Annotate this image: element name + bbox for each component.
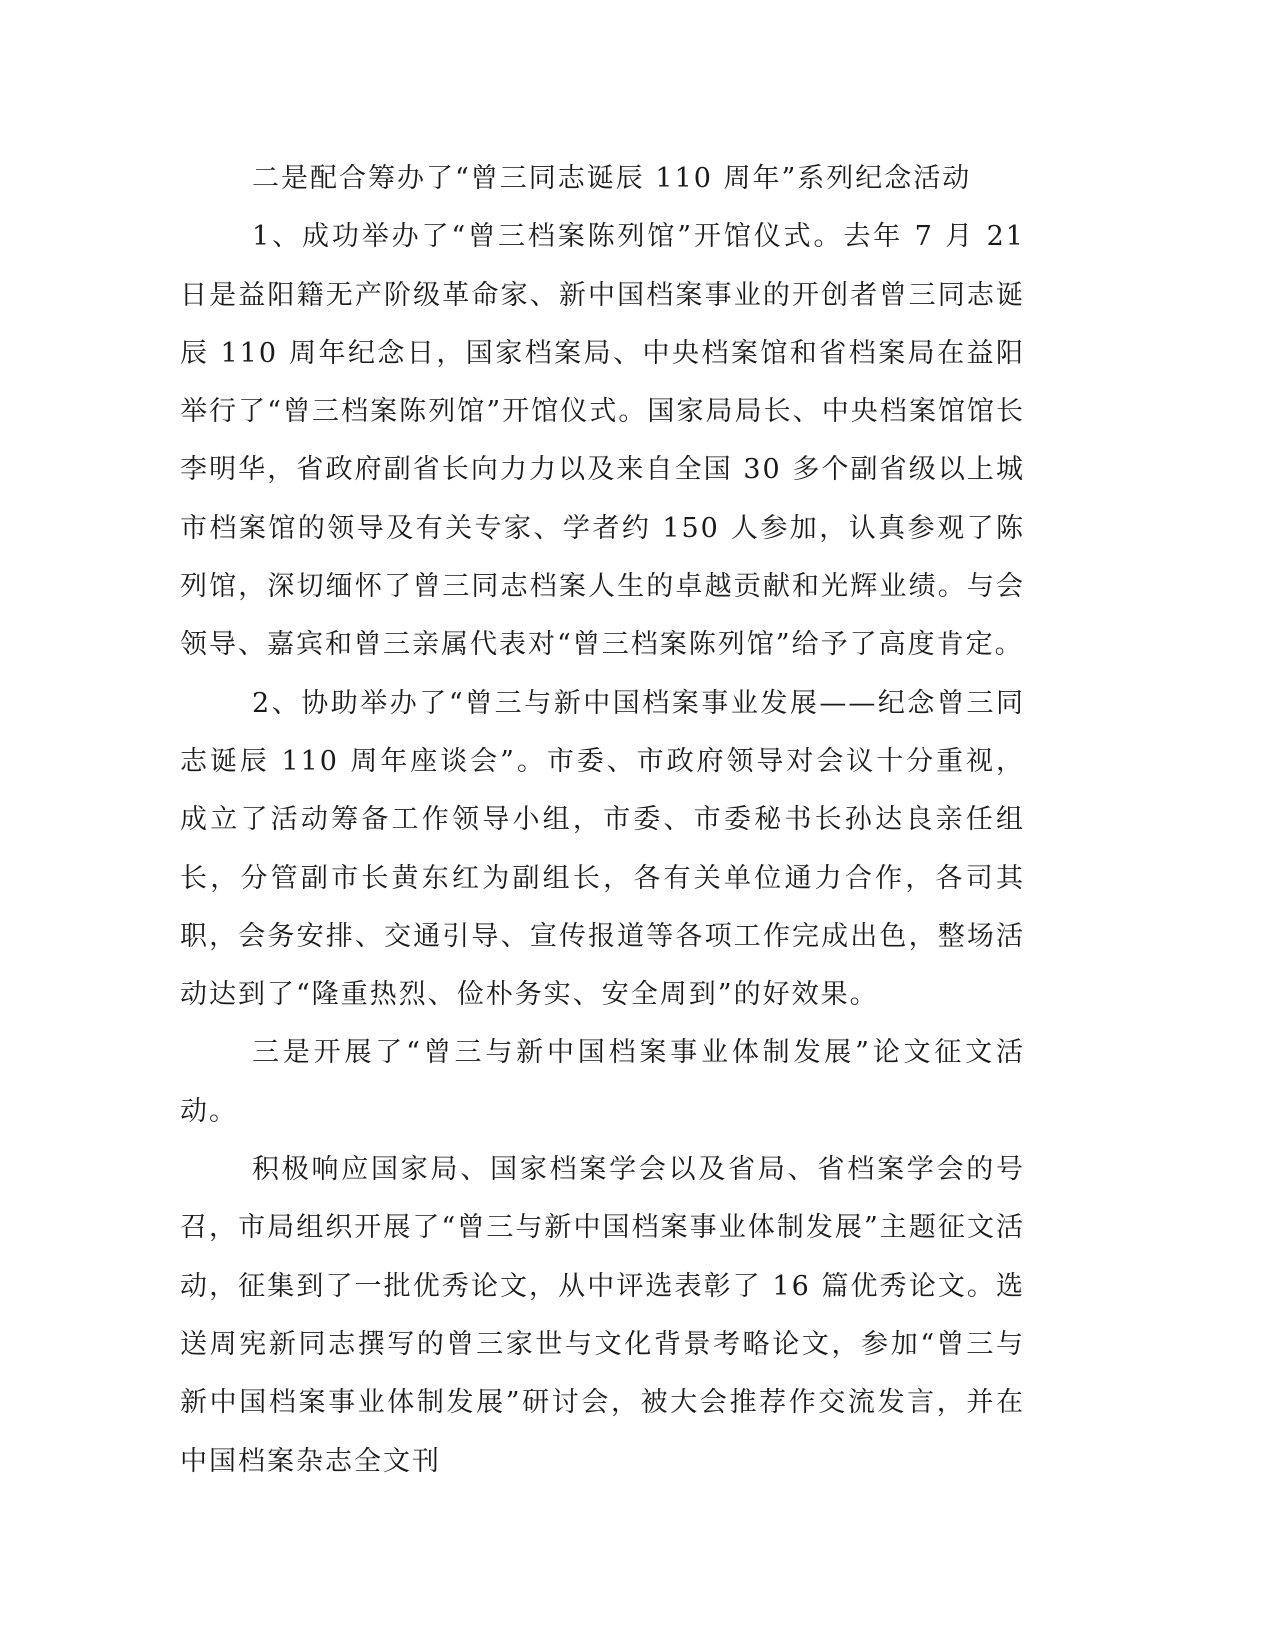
paragraph-item-1: 1、成功举办了“曾三档案陈列馆”开馆仪式。去年 7 月 21 日是益阳籍无产阶级革命家、新中国档案事业的开创者曾三同志诞辰 110 周年纪念日，国家档案局、中央档案馆和省档案局在益阳举行了“曾三档案陈列馆”开馆仪式。国家局局长、中央档案馆馆长李明华，省政府副省长向力力以及来自全国 30 多个副省级以上城市档案馆的领导及有关专家、学者约 150 人参加，认真参观了陈列馆，深切缅怀了曾三同志档案人生的卓越贡献和光辉业绩。与会领导、嘉宾和曾三亲属代表对“曾三档案陈列馆”给予了高度肯定。 bbox=[180, 221, 1025, 661]
paragraph-heading-2: 二是配合筹办了“曾三同志诞辰 110 周年”系列纪念活动 bbox=[252, 163, 972, 194]
paragraph-heading-3: 三是开展了“曾三与新中国档案事业体制发展”论文征文活动。 bbox=[180, 1037, 1025, 1127]
document-page bbox=[180, 150, 1025, 1491]
paragraph-item-2: 2、协助举办了“曾三与新中国档案事业发展——纪念曾三同志诞辰 110 周年座谈会”。市委、市政府领导对会议十分重视，成立了活动筹备工作领导小组，市委、市委秘书长孙达良亲任组长，分管副市长黄东红为副组长，各有关单位通力合作，各司其职，会务安排、交通引导、宣传报道等各项工作完成出色，整场活动达到了“隆重热烈、俭朴务实、安全周到”的好效果。 bbox=[180, 687, 1025, 1011]
paragraph-essay-activity: 积极响应国家局、国家档案学会以及省局、省档案学会的号召，市局组织开展了“曾三与新中国档案事业体制发展”主题征文活动，征集到了一批优秀论文，从中评选表彰了 16 篇优秀论文。选送周宪新同志撰写的曾三家世与文化背景考略论文，参加“曾三与新中国档案事业体制发展”研讨会，被大会推荐作交流发言，并在中国档案杂志全文刊 bbox=[180, 1154, 1025, 1477]
